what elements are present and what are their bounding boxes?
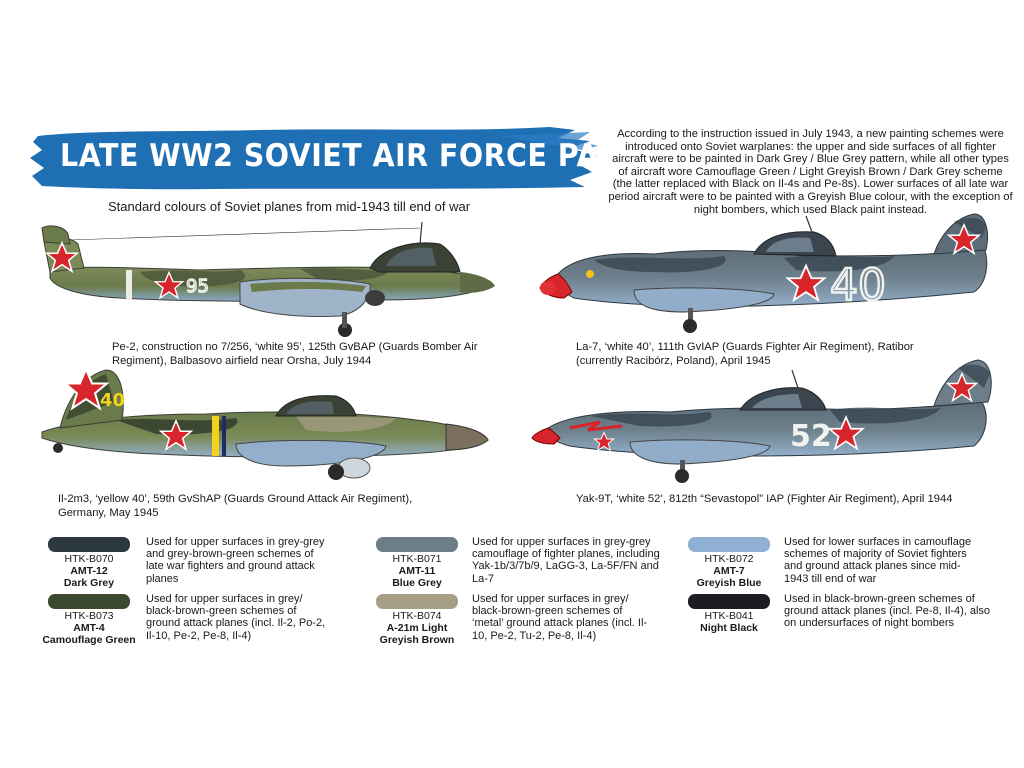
colour-name: Greyish Blue — [696, 577, 762, 589]
fuselage-number: 52 — [790, 419, 832, 454]
colour-amt: AMT-11 — [398, 565, 436, 577]
colour-code: HTK-B073 — [64, 610, 114, 622]
swatch-blue-grey — [376, 537, 458, 552]
colour-label-camouflage-green — [34, 610, 144, 646]
colour-label-greyish-blue — [680, 553, 778, 589]
colour-code: HTK-B074 — [392, 610, 442, 622]
colour-amt: A-21m Light — [386, 622, 448, 634]
colour-code: HTK-B072 — [704, 553, 754, 565]
intro-paragraph: According to the instruction issued in July 1943, a new painting schemes were introduced onto Soviet warplanes: the upper and side surfaces of all fighter aircraft were to be painted in Dark Grey / Blue Grey pattern, while all other types of aircraft wore Camouflage Green / Light Greyish Brown / Dark Grey scheme (the latter replaced with Black on Il-4s and Pe-8s). Lower surfaces of all late war period aircraft were to be painted with a Greyish Blue colour, with the exception of night bombers, which used Black paint instead. — [608, 128, 1013, 216]
la-7-caption: La-7, ‘white 40’, 111th GvIAP (Guards Fighter Air Regiment), Ratibor (currently Racibórz, Poland), April 1945 — [576, 341, 914, 367]
colour-description: Used for upper surfaces in grey/ black-brown-green schemes of ‘metal’ ground attack planes (incl. Il-10, Pe-2, Tu-2, Pe-8, Il-4) — [472, 593, 648, 642]
yak-9t-profile — [530, 356, 1000, 484]
swatch-greyish-blue — [688, 537, 770, 552]
colour-label-blue-grey — [368, 553, 466, 589]
colour-amt: AMT-7 — [713, 565, 745, 577]
la-7-profile — [534, 212, 1002, 336]
pe-2-profile — [40, 222, 500, 338]
colour-description: Used for upper surfaces in grey-grey camouflage of fighter planes, including Yak-1b/3/7b/9, LaGG-3, La-5F/FN and La-7 — [472, 536, 660, 585]
colour-name: Greyish Brown — [379, 634, 455, 646]
colour-description: Used for upper surfaces in grey/ black-brown-green schemes of ground attack planes (incl. Il-2, Po-2, Il-10, Pe-2, Pe-8, Il-4) — [146, 593, 326, 642]
swatch-dark-grey — [48, 537, 130, 552]
colour-amt: AMT-12 — [70, 565, 108, 577]
fuselage-number: 40 — [830, 260, 886, 311]
colour-name: Dark Grey — [63, 577, 115, 589]
il-2m3-caption: Il-2m3, ‘yellow 40’, 59th GvShAP (Guards Ground Attack Air Regiment), Germany, May 1945 — [58, 493, 413, 519]
colour-amt: AMT-4 — [73, 622, 105, 634]
yak-9t-caption: Yak-9T, ‘white 52’, 812th “Sevastopol” IAP (Fighter Air Regiment), April 1944 — [576, 493, 953, 505]
fuselage-number: 95 — [186, 276, 209, 297]
colour-name: Blue Grey — [392, 577, 442, 589]
il-2m3-profile — [36, 362, 492, 482]
swatch-light-greyish-brown — [376, 594, 458, 609]
colour-name: Camouflage Green — [42, 634, 136, 646]
page-title: LATE WW2 SOVIET AIR FORCE PAINT SET — [60, 138, 726, 174]
swatch-night-black — [688, 594, 770, 609]
tail-number: 40 — [100, 390, 126, 411]
colour-code: HTK-B070 — [64, 553, 114, 565]
colour-code: HTK-B041 — [704, 610, 754, 622]
colour-description: Used in black-brown-green schemes of ground attack planes (incl. Pe-8, Il-4), also on undersurfaces of night bombers — [784, 593, 991, 630]
page-subtitle: Standard colours of Soviet planes from mid-1943 till end of war — [108, 199, 471, 214]
colour-label-night-black — [680, 610, 778, 634]
colour-label-light-greyish-brown — [368, 610, 466, 646]
colour-description: Used for lower surfaces in camouflage schemes of majority of Soviet fighters and ground attack planes since mid-1943 till end of war — [784, 536, 972, 585]
swatch-camouflage-green — [48, 594, 130, 609]
colour-code: HTK-B071 — [392, 553, 442, 565]
colour-description: Used for upper surfaces in grey-grey and grey-brown-green schemes of late war fighters and ground attack planes — [146, 536, 325, 585]
colour-name: Night Black — [700, 622, 758, 634]
pe-2-caption: Pe-2, construction no 7/256, ‘white 95’, 125th GvBAP (Guards Bomber Air Regiment), Balbasovo airfield near Orsha, July 1944 — [112, 341, 478, 367]
colour-label-dark-grey — [40, 553, 138, 589]
